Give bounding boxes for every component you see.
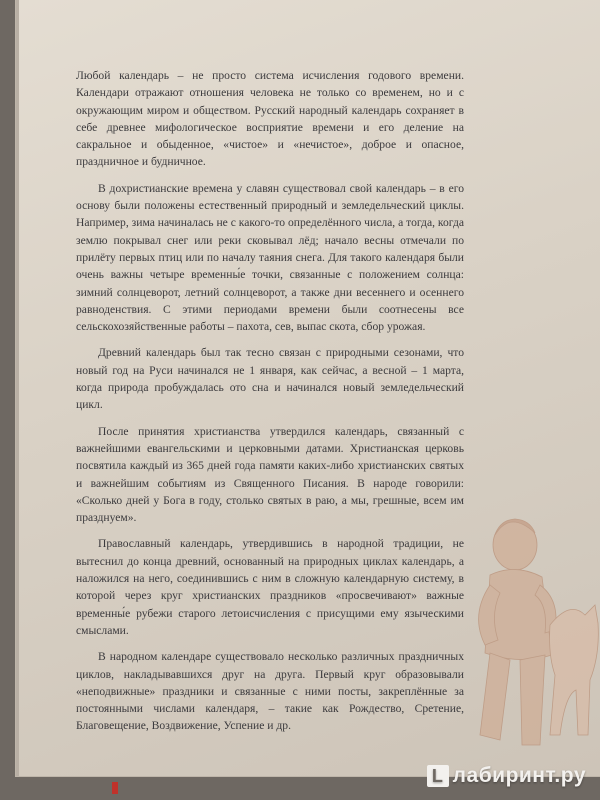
dog-shape	[550, 605, 599, 735]
labirint-logo-icon: L	[427, 765, 449, 787]
bookmark-ribbon	[112, 782, 118, 794]
paragraph-1: Любой календарь – не просто система исчисления годового времени. Календари отражают отношения человека не только со временем, но и с окружающим миром и обществом. Русский народный календарь сохраняет в себе древнее мифологическое восприятие времени и его деление на сакральное и обыденное, «чистое» и «нечистое», доброе и опасное, праздничное и будничное.	[76, 69, 464, 169]
paragraph-3: Древний календарь был так тесно связан с природными сезонами, что новый год на Руси начинался не 1 января, как сейчас, а весной – 1 марта, когда природа пробуждалась ото сна и начинался новый земледельческий цикл.	[76, 346, 464, 412]
paragraph-4: После принятия христианства утвердился календарь, связанный с важнейшими евангельскими и церковными датами. Христианская церковь посвятила каждый из 365 дней года памяти каких-либо христианских святых и важнейшим событиям из Священного Писания. В народе говорили: «Сколько дней у Бога в году, столько святых в раю, а мы, грешные, всем им празднуем».	[76, 424, 464, 525]
paragraph-5: Православный календарь, утвердившись в народной традиции, не вытеснил до конца древний, основанный на природных циклах календарь, а наложился на него, соединившись с ним в сложную календарную систему, в которой через круг христианских праздников «просвечивают» важные временны́е рубежи старого летоисчисления с присущими ему языческими смыслами.	[76, 537, 464, 637]
child-shirt-shape	[485, 569, 552, 659]
body-text	[76, 67, 464, 744]
child-leg-right-shape	[520, 655, 545, 745]
paragraph-2: В дохристианские времена у славян существовал свой календарь – в его основу были положены естественный природный и земледельческий циклы. Например, зима начиналась не с какого-то определённого числа, а тогда, когда землю покрывал снег или реки сковывал лёд; начало весны отмечали по прилёту первых птиц или по началу таяния снега. Для такого календаря были очень важны четыре временны́е точки, связанные с положением солнца: зимний солнцеворот, летний солнцеворот, а также дни весеннего и осеннего равноденствия. С этими периодами времени были соотнесены все сельскохозяйственные работы – пахота, сев, выпас скота, сбор урожая.	[76, 181, 464, 334]
labirint-watermark	[427, 764, 586, 788]
child-leg-left-shape	[480, 653, 510, 740]
page-binding-edge	[16, 0, 19, 776]
watermark-text: лабиринт.ру	[452, 764, 586, 787]
paragraph-6: В народном календаре существовало несколько различных праздничных циклов, накладывавшихся друг на друга. Первый круг образовывали «неподвижные» праздники и связанные с ними посты, закреплённые за постоянными числами календаря, – такие как Рождество, Сретение, Благовещение, Воздвижение, Успение и др.	[76, 650, 464, 733]
child-with-dog-illustration	[460, 505, 600, 775]
